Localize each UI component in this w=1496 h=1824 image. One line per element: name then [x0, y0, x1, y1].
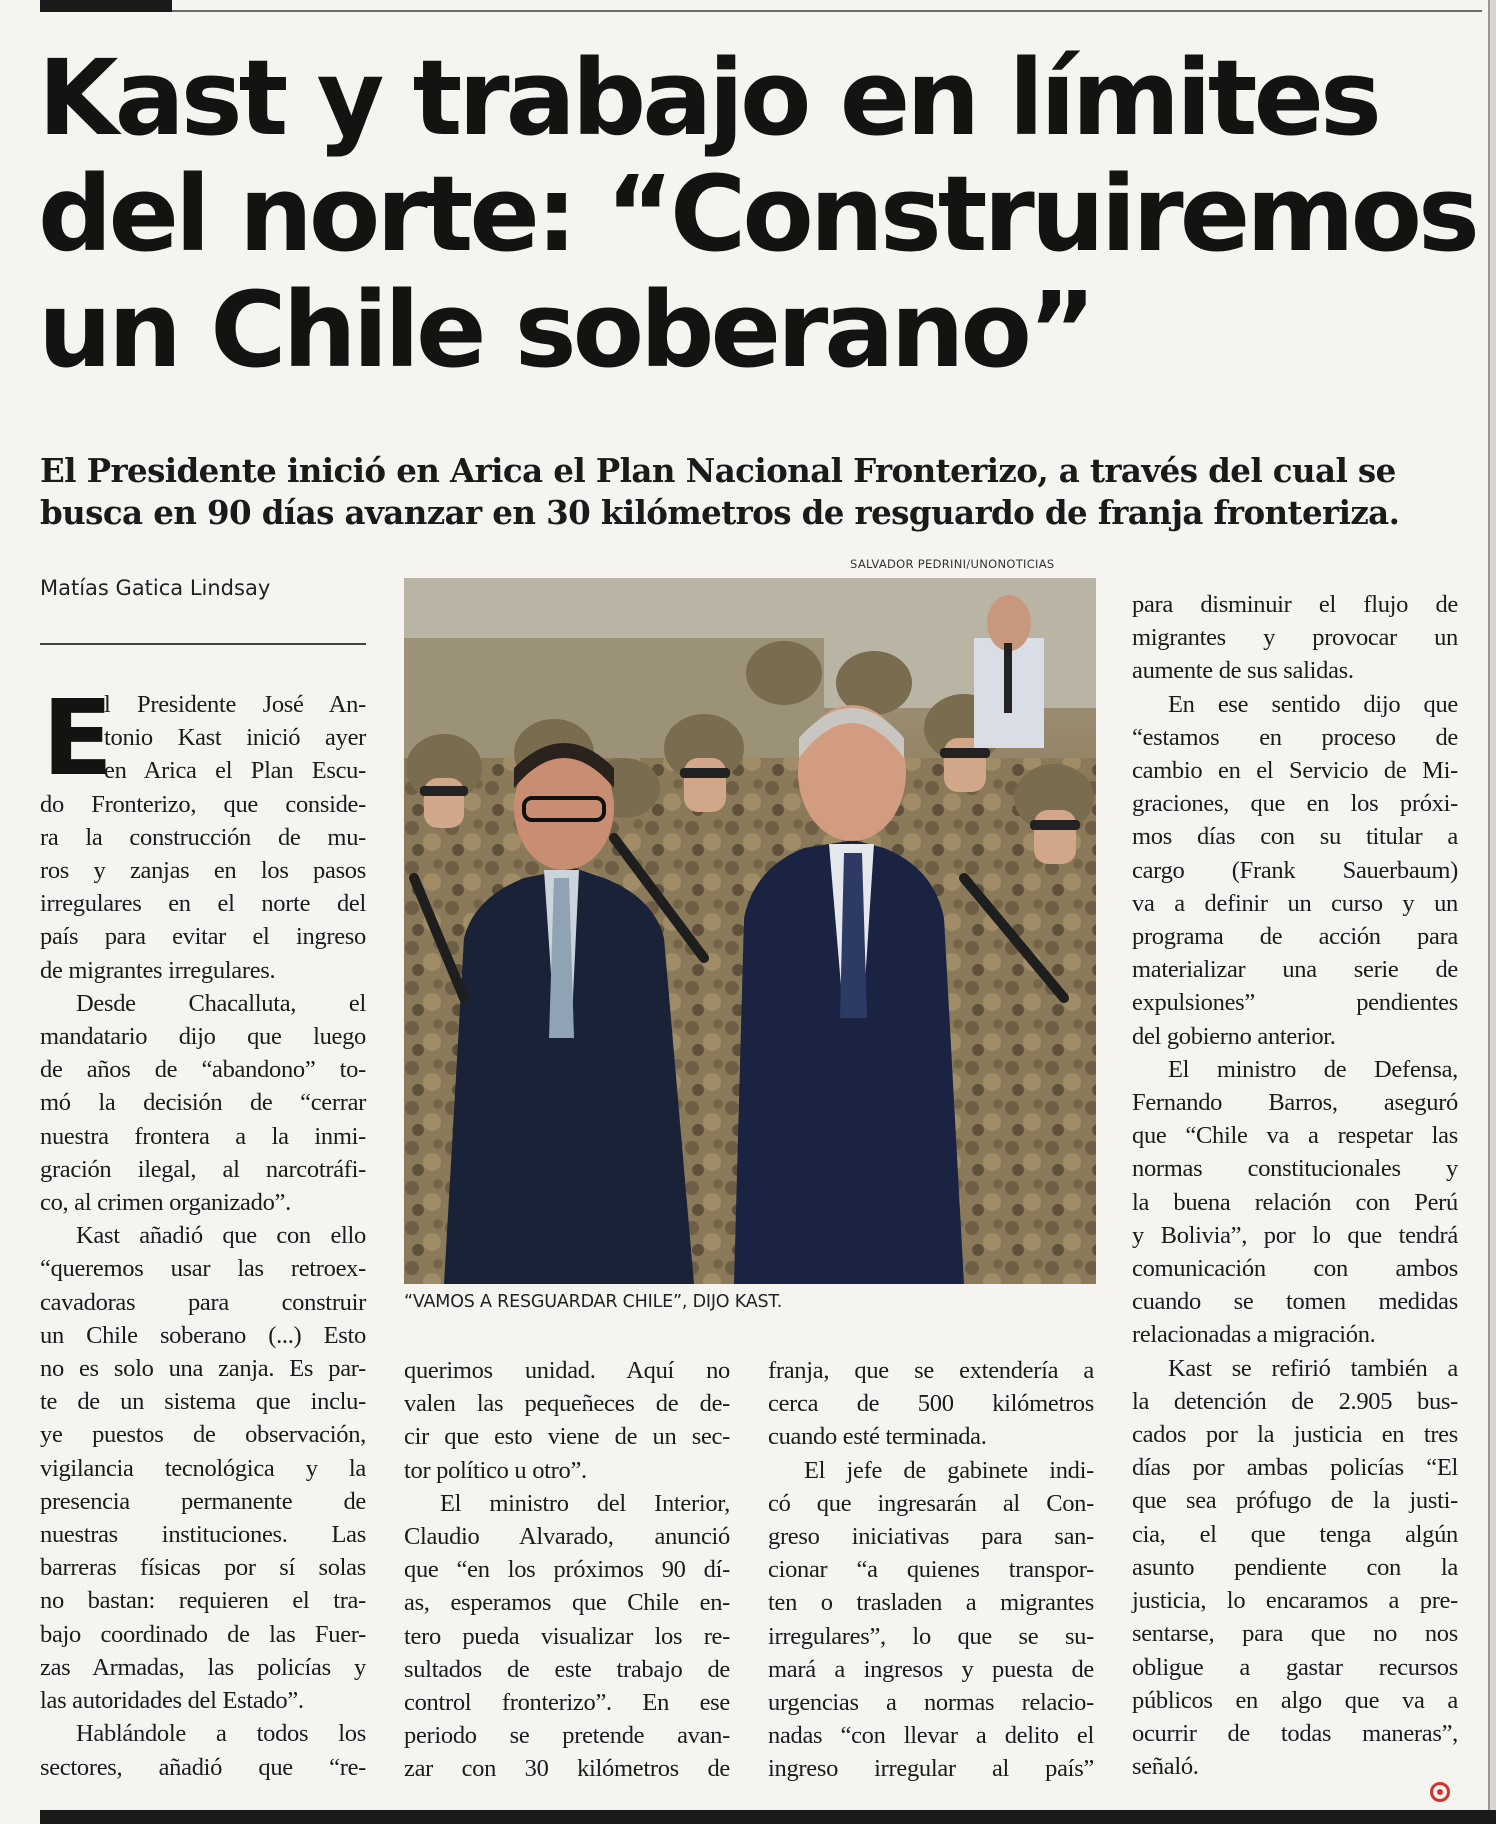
text-line: mó la decisión de “cerrar — [40, 1089, 366, 1117]
byline: Matías Gatica Lindsay — [40, 576, 271, 600]
text-line: para disminuir el flujo de — [1132, 591, 1458, 618]
article-column-3 — [768, 1354, 1094, 1786]
text-line: migrantes y provocar un — [1132, 624, 1458, 652]
text-line: relacionadas a migración. — [1132, 1321, 1376, 1349]
headline — [38, 37, 1478, 391]
article-column-2 — [404, 1354, 730, 1786]
headline-line: un Chile soberano” — [38, 269, 1093, 391]
text-line: as, esperamos que Chile en- — [404, 1589, 730, 1617]
text-line: Desde Chacalluta, el — [76, 989, 366, 1017]
text-line: barreras físicas por sí solas — [40, 1554, 366, 1582]
text-line: un Chile soberano (...) Esto — [40, 1321, 366, 1349]
text-line: nuestras instituciones. Las — [40, 1521, 366, 1549]
text-line: cia, el que tenga algún — [1132, 1520, 1458, 1548]
text-line: gración ilegal, al narcotráfi- — [40, 1155, 366, 1183]
text-line: ye puestos de observación, — [40, 1421, 366, 1449]
text-line: periodo se pretende avan- — [404, 1722, 730, 1750]
text-line: có que ingresarán al Con- — [768, 1489, 1094, 1517]
text-line: co, al crimen organizado”. — [40, 1189, 291, 1217]
text-line: comunicación con ambos — [1132, 1255, 1458, 1283]
text-line: “estamos en proceso de — [1132, 723, 1458, 751]
text-line: ingreso irregular al país” — [768, 1755, 1094, 1783]
text-line: Kast añadió que con ello — [76, 1222, 366, 1250]
text-line: aumente de sus salidas. — [1132, 657, 1354, 685]
text-line: En ese sentido dijo que — [1168, 690, 1458, 718]
text-line: El ministro del Interior, — [440, 1489, 730, 1517]
text-line: la buena relación con Perú — [1132, 1188, 1458, 1216]
text-line: cuando se tomen medidas — [1132, 1288, 1458, 1316]
text-line: en Arica el Plan Escu- — [104, 757, 366, 785]
text-line: cir que esto viene de un sec- — [404, 1423, 730, 1451]
text-line: ra la construcción de mu- — [40, 823, 366, 851]
text-line: bajo coordinado de las Fuer- — [40, 1620, 366, 1648]
text-line: señaló. — [1132, 1753, 1199, 1781]
text-line: tonio Kast inició ayer — [104, 724, 366, 752]
text-line: que “Chile va a respetar las — [1132, 1122, 1458, 1150]
text-line: tero pueda visualizar los re- — [404, 1622, 730, 1650]
text-line: que sea prófugo de la justi- — [1132, 1487, 1458, 1515]
text-line: El jefe de gabinete indi- — [804, 1456, 1094, 1484]
bottom-bar — [40, 1810, 1496, 1824]
text-line: greso iniciativas para san- — [768, 1523, 1094, 1551]
text-line: asunto pendiente con la — [1132, 1553, 1458, 1581]
text-line: control fronterizo”. En ese — [404, 1689, 730, 1717]
text-line: franja, que se extendería a — [768, 1357, 1094, 1384]
text-line: cavadoras para construir — [40, 1288, 366, 1316]
text-line: sectores, añadió que “re- — [40, 1753, 366, 1781]
text-line: justicia, lo encaramos a pre- — [1132, 1587, 1458, 1615]
text-line: El ministro de Defensa, — [1168, 1055, 1458, 1083]
text-line: graciones, que en los próxi- — [1132, 790, 1458, 818]
text-line: obligue a gastar recursos — [1132, 1653, 1458, 1681]
text-line: ten o trasladen a migrantes — [768, 1589, 1094, 1617]
text-line: mandatario dijo que luego — [40, 1023, 366, 1051]
news-photo-illustration — [404, 578, 1096, 1284]
text-line: cambio en el Servicio de Mi- — [1132, 757, 1458, 785]
text-line: ocurrir de todas maneras”, — [1132, 1719, 1458, 1747]
text-line: públicos en algo que va a — [1132, 1686, 1458, 1714]
text-line: que “en los próximos 90 dí- — [404, 1556, 730, 1584]
text-line: Fernando Barros, aseguró — [1132, 1089, 1458, 1117]
text-line: no bastan: requieren el tra- — [40, 1587, 366, 1615]
text-line: país para evitar el ingreso — [40, 923, 366, 951]
top-rule — [172, 10, 1482, 12]
top-section-bar — [40, 0, 172, 12]
text-line: presencia permanente de — [40, 1487, 366, 1515]
text-line: días por ambas policías “El — [1132, 1454, 1458, 1482]
text-line: Hablándole a todos los — [76, 1720, 366, 1748]
text-line: zar con 30 kilómetros de — [404, 1755, 730, 1783]
text-line: va a definir un curso y un — [1132, 889, 1458, 917]
photo-credit: SALVADOR PEDRINI/UNONOTICIAS — [850, 557, 1055, 571]
text-line: “queremos usar las retroex- — [40, 1255, 366, 1283]
text-line: del gobierno anterior. — [1132, 1022, 1336, 1050]
article-column-1 — [40, 677, 366, 1784]
text-line: y Bolivia”, por lo que tendrá — [1132, 1221, 1458, 1249]
news-photo — [404, 578, 1096, 1284]
text-line: cerca de 500 kilómetros — [768, 1390, 1094, 1418]
article-column-4 — [1132, 588, 1458, 1783]
text-line: ros y zanjas en los pasos — [40, 857, 366, 885]
headline-line: Kast y trabajo en límites — [38, 37, 1378, 159]
text-line: querimos unidad. Aquí no — [404, 1357, 730, 1384]
text-line: cados por la justicia en tres — [1132, 1421, 1458, 1449]
deck-subtitle — [40, 450, 1480, 534]
text-line: cuando esté terminada. — [768, 1423, 987, 1451]
text-line: de migrantes irregulares. — [40, 956, 276, 984]
text-line: cargo (Frank Sauerbaum) — [1132, 856, 1458, 884]
text-line: nuestra frontera a la inmi- — [40, 1122, 366, 1150]
text-line: sentarse, para que no nos — [1132, 1620, 1458, 1648]
text-line: do Fronterizo, que conside- — [40, 790, 366, 818]
end-of-article-icon — [1430, 1782, 1450, 1802]
byline-rule — [40, 643, 366, 645]
page-edge — [1488, 0, 1496, 1824]
text-line: tor político u otro”. — [404, 1456, 587, 1484]
text-line: Kast se refirió también a — [1168, 1354, 1458, 1382]
text-line: te de un sistema que inclu- — [40, 1388, 366, 1416]
text-line: no es solo una zanja. Es par- — [40, 1355, 366, 1383]
text-line: expulsiones” pendientes — [1132, 989, 1458, 1017]
deck-line: busca en 90 días avanzar en 30 kilómetros de resguardo de franja fronteriza. — [40, 493, 1400, 532]
photo-caption: “VAMOS A RESGUARDAR CHILE”, DIJO KAST. — [404, 1292, 783, 1312]
text-line: irregulares en el norte del — [40, 890, 366, 918]
text-line: nadas “con llevar a delito el — [768, 1722, 1094, 1750]
text-line: vigilancia tecnológica y la — [40, 1454, 366, 1482]
deck-line: El Presidente inició en Arica el Plan Nacional Fronterizo, a través del cual se — [40, 451, 1396, 490]
text-line: normas constitucionales y — [1132, 1155, 1458, 1183]
text-line: irregulares”, lo que se su- — [768, 1622, 1094, 1650]
text-line: urgencias a normas relacio- — [768, 1689, 1094, 1717]
text-line: sultados de este trabajo de — [404, 1655, 730, 1683]
text-line: zas Armadas, las policías y — [40, 1653, 366, 1681]
text-line: las autoridades del Estado”. — [40, 1687, 304, 1715]
headline-line: del norte: “Construiremos — [38, 153, 1476, 275]
text-line: programa de acción para — [1132, 923, 1458, 951]
text-line: la detención de 2.905 bus- — [1132, 1387, 1458, 1415]
drop-cap: E — [42, 677, 114, 799]
text-line: materializar una serie de — [1132, 956, 1458, 984]
text-line: valen las pequeñeces de de- — [404, 1390, 730, 1418]
text-line: mos días con su titular a — [1132, 823, 1458, 851]
text-line: Claudio Alvarado, anunció — [404, 1523, 730, 1551]
text-line: l Presidente José An- — [104, 691, 366, 718]
text-line: de años de “abandono” to- — [40, 1056, 366, 1084]
text-line: cionar “a quienes transpor- — [768, 1556, 1094, 1584]
text-line: mará a ingresos y puesta de — [768, 1655, 1094, 1683]
